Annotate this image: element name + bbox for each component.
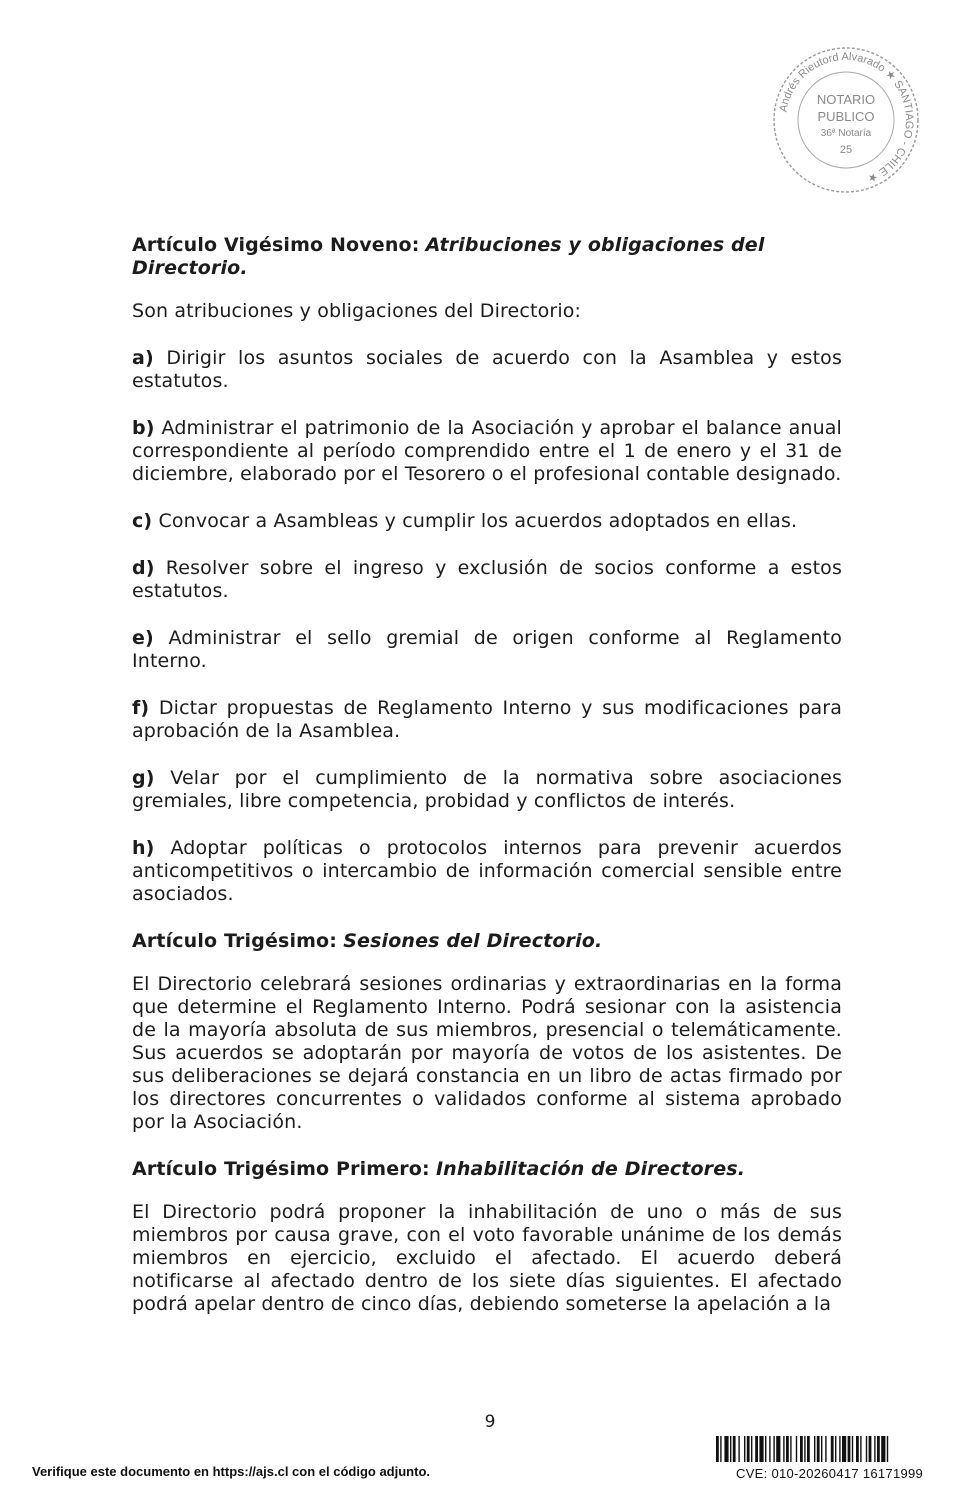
barcode-bar	[747, 1436, 750, 1462]
item-text: Velar por el cumplimiento de la normativa sobre asociaciones gremiales, libre competencia, probidad y conflictos de interés.	[132, 767, 842, 812]
barcode-bar	[765, 1436, 766, 1462]
cve-code: CVE: 010-20260417 16171999	[736, 1466, 924, 1481]
barcode-bar	[716, 1436, 719, 1462]
verification-notice: Verifique este documento en https://ajs.cl con el código adjunto.	[32, 1464, 430, 1479]
page-number: 9	[484, 1412, 496, 1432]
article-31-title: Inhabilitación de Directores.	[435, 1158, 746, 1180]
barcode-bar	[866, 1436, 867, 1462]
barcode-bar	[804, 1436, 805, 1462]
item-key: e)	[132, 627, 154, 649]
svg-text:PUBLICO: PUBLICO	[817, 109, 875, 124]
list-item	[132, 510, 842, 533]
item-key: f)	[132, 697, 150, 719]
svg-text:NOTARIO: NOTARIO	[816, 92, 876, 107]
barcode	[716, 1436, 948, 1462]
barcode-bar	[821, 1436, 822, 1462]
list-item	[132, 417, 842, 486]
item-key: a)	[132, 347, 154, 369]
list-item	[132, 557, 842, 603]
item-text: Dictar propuestas de Reglamento Interno y sus modificaciones para aprobación de la Asamblea.	[132, 697, 842, 742]
article-30-label: Artículo Trigésimo:	[132, 930, 338, 952]
barcode-bar	[881, 1436, 885, 1462]
list-item	[132, 697, 842, 743]
barcode-bar	[783, 1436, 784, 1462]
barcode-bar	[796, 1436, 797, 1462]
article-31-heading	[132, 1158, 842, 1181]
barcode-bar	[825, 1436, 826, 1462]
barcode-bar	[848, 1436, 851, 1462]
list-item	[132, 837, 842, 906]
item-text: Dirigir los asuntos sociales de acuerdo con la Asamblea y estos estatutos.	[132, 347, 842, 392]
item-key: c)	[132, 510, 153, 532]
article-30-body: El Directorio celebrará sesiones ordinarias y extraordinarias en la forma que determine el Reglamento Interno. Podrá sesionar con la asistencia de la mayoría absoluta de sus miembros, presencial o telemáticamente. Sus acuerdos se adoptarán por mayoría de votos de los asistentes. De sus deliberaciones se dejará constancia en un libro de actas firmado por los directores concurrentes o validados conforme al sistema aprobado por la Asociación.	[132, 973, 842, 1133]
barcode-bar	[724, 1436, 728, 1462]
document-body	[132, 234, 842, 1316]
notary-stamp	[770, 44, 922, 196]
barcode-bar	[800, 1436, 803, 1462]
item-key: g)	[132, 767, 155, 789]
barcode-bar	[860, 1436, 861, 1462]
barcode-bar	[869, 1436, 872, 1462]
svg-text:25: 25	[839, 144, 853, 156]
barcode-bar	[842, 1436, 846, 1462]
svg-text:36ª Notaría: 36ª Notaría	[820, 128, 872, 139]
barcode-bar	[835, 1436, 836, 1462]
list-item	[132, 627, 842, 673]
barcode-bar	[738, 1436, 739, 1462]
item-key: b)	[132, 417, 155, 439]
barcode-bar	[790, 1436, 791, 1462]
barcode-bar	[831, 1436, 834, 1462]
barcode-bar	[751, 1436, 752, 1462]
item-key: d)	[132, 557, 155, 579]
item-text: Administrar el patrimonio de la Asociación y aprobar el balance anual correspondiente al período comprendido entre el 1 de enero y el 31 de diciembre, elaborado por el Tesorero o el profesional contable designado.	[132, 417, 842, 485]
barcode-bar	[807, 1436, 810, 1462]
barcode-bar	[817, 1436, 820, 1462]
barcode-bar	[730, 1436, 731, 1462]
notary-seal-graphic	[770, 44, 922, 196]
barcode-bar	[720, 1436, 721, 1462]
item-key: h)	[132, 837, 155, 859]
barcode-bar	[776, 1436, 780, 1462]
barcode-bar	[856, 1436, 859, 1462]
barcode-bar	[887, 1436, 888, 1462]
barcode-bar	[839, 1436, 840, 1462]
barcode-bar	[877, 1436, 880, 1462]
item-text: Convocar a Asambleas y cumplir los acuerdos adoptados en ellas.	[158, 510, 798, 532]
item-text: Administrar el sello gremial de origen conforme al Reglamento Interno.	[132, 627, 842, 672]
barcode-bar	[874, 1436, 875, 1462]
barcode-bar	[759, 1436, 763, 1462]
barcode-graphic	[716, 1436, 948, 1462]
article-29-intro: Son atribuciones y obligaciones del Directorio:	[132, 300, 582, 322]
article-30-heading	[132, 930, 842, 953]
barcode-bar	[814, 1436, 815, 1462]
article-31-body: El Directorio podrá proponer la inhabilitación de uno o más de sus miembros por causa grave, con el voto favorable unánime de los demás miembros en ejercicio, excluido el afectado. El acuerdo deberá notificarse al afectado dentro de los siete días siguientes. El afectado podrá apelar dentro de cinco días, debiendo someterse la apelación a la	[132, 1201, 842, 1315]
list-item	[132, 347, 842, 393]
article-29-heading	[132, 234, 842, 280]
list-item	[132, 767, 842, 813]
article-29-label: Artículo Vigésimo Noveno:	[132, 234, 420, 256]
barcode-bar	[852, 1436, 853, 1462]
article-31-label: Artículo Trigésimo Primero:	[132, 1158, 430, 1180]
barcode-bar	[744, 1436, 745, 1462]
barcode-bar	[755, 1436, 758, 1462]
item-text: Resolver sobre el ingreso y exclusión de socios conforme a estos estatutos.	[132, 557, 842, 602]
item-text: Adoptar políticas o protocolos internos para prevenir acuerdos anticompetitivos o intercambio de información comercial sensible entre asociados.	[132, 837, 842, 905]
barcode-bar	[733, 1436, 736, 1462]
barcode-bar	[769, 1436, 770, 1462]
barcode-bar	[786, 1436, 789, 1462]
barcode-bar	[773, 1436, 774, 1462]
article-29-title: Atribuciones y obligaciones del Directorio.	[132, 234, 765, 279]
article-30-title: Sesiones del Directorio.	[343, 930, 603, 952]
svg-text:Andrés Rieutord Alvarado ★ S: Andrés Rieutord Alvarado ★ SANTIAGO - CHILE ★	[777, 50, 916, 185]
